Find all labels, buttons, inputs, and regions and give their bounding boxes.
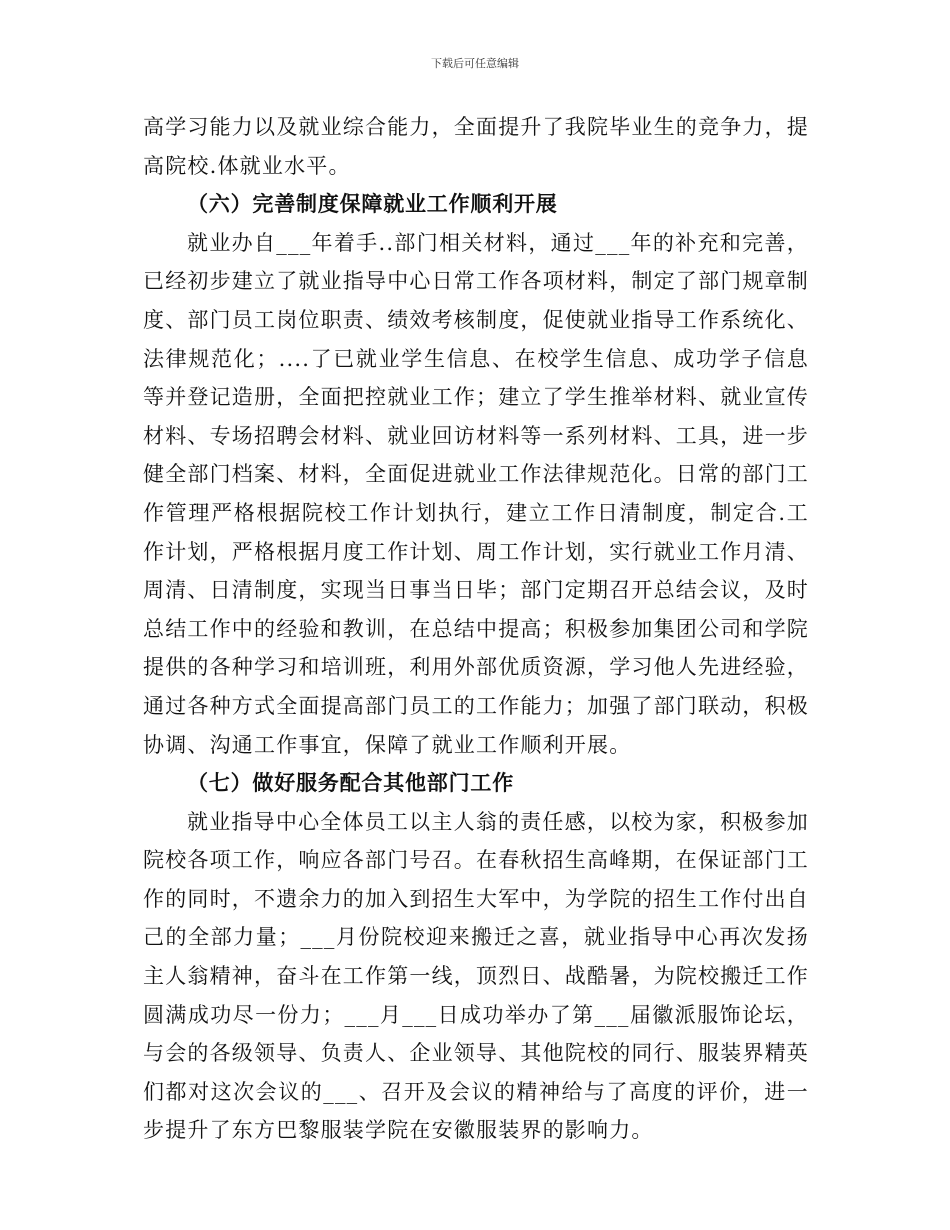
section-heading-6: （六）完善制度保障就业工作顺利开展 — [187, 191, 558, 217]
paragraph-section-6: 就业办自___年着手..部门相关材料，通过___年的补充和完善，已经初步建立了就业指导中心日常工作各项材料，制定了部门规章制度、部门员工岗位职责、绩效考核制度，促使就业指导工作系统化、法律规范化；....了已就业学生信息、在校学生信息、成功学子信息等并登记造册，全面把控就业工作；建立了学生推举材料、就业宣传材料、专场招聘会材料、就业回访材料等一系列材料、工具，进一步健全部门档案、材料，全面促进就业工作法律规范化。日常的部门工作管理严格根据院校工作计划执行，建立工作日清制度，制定合.工作计划，严格根据月度工作计划、周工作计划，实行就业工作月清、周清、日清制度，实现当日事当日毕；部门定期召开总结会议，及时总结工作中的经验和教训，在总结中提高；积极参加集团公司和学院提供的各种学习和培训班，利用外部优质资源，学习他人先进经验，通过各种方式全面提高部门员工的工作能力；加强了部门联动，积极协调、沟通工作事宜，保障了就业工作顺利开展。 — [143, 230, 809, 757]
section-heading-7: （七）做好服务配合其他部门工作 — [187, 770, 514, 796]
paragraph-section-7: 就业指导中心全体员工以主人翁的责任感，以校为家，积极参加院校各项工作，响应各部门号召。在春秋招生高峰期，在保证部门工作的同时，不遗余力的加入到招生大军中，为学院的招生工作付出自己的全部力量；___月份院校迎来搬迁之喜，就业指导中心再次发扬主人翁精神，奋斗在工作第一线，顶烈日、战酷暑，为院校搬迁工作圆满成功尽一份力；___月___日成功举办了第___届徽派服饰论坛，与会的各级领导、负责人、企业领导、其他院校的同行、服装界精英们都对这次会议的___、召开及会议的精神给与了高度的评价，进一步提升了东方巴黎服装学院在安徽服装界的影响力。 — [143, 809, 809, 1143]
paragraph-continuation: 高学习能力以及就业综合能力，全面提升了我院毕业生的竞争力，提高院校.体就业水平。 — [143, 115, 809, 178]
document-body — [143, 108, 809, 1150]
page-header: 下载后可任意编辑 — [431, 57, 519, 70]
